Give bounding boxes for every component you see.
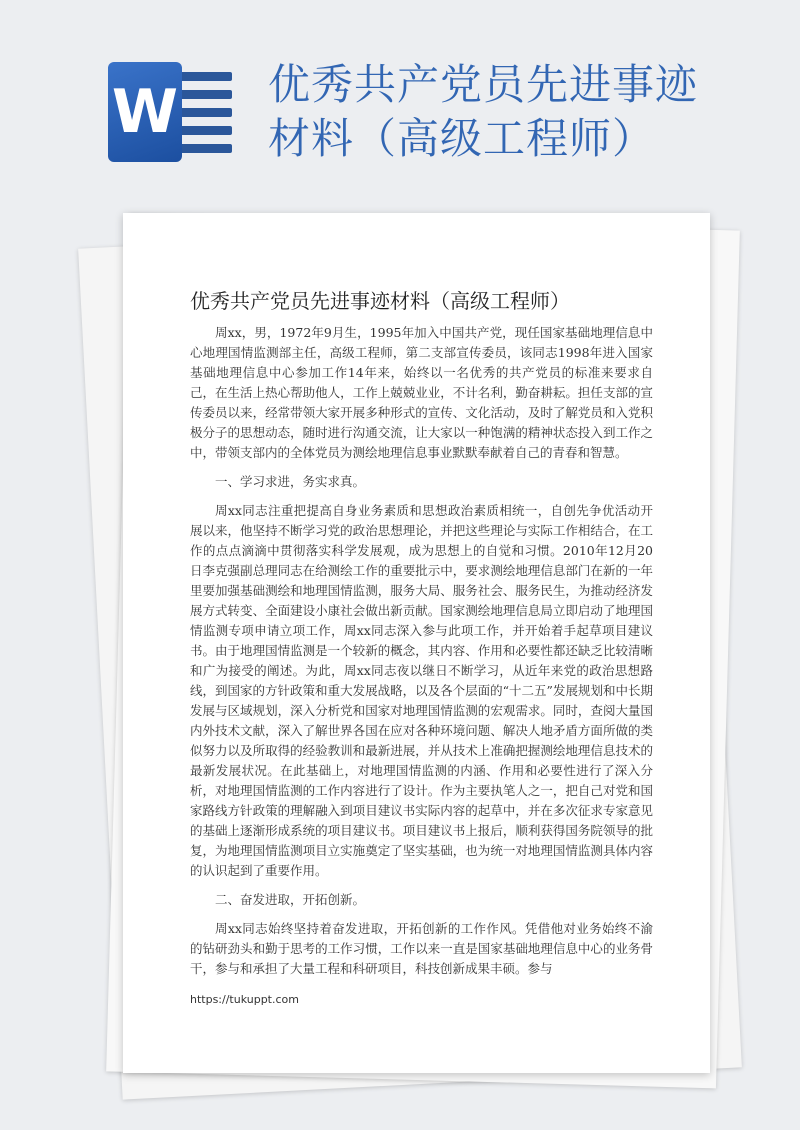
paragraph-section-1: 周xx同志注重把提高自身业务素质和思想政治素质相统一，自创先争优活动开展以来，他坚持不断学习党的政治思想理论，并把这些理论与实际工作相结合，在工作的点点滴滴中贯彻落实科学发展观，成为思想上的自觉和习惯。2010年12月20日李克强副总理同志在给测绘工作的重要批示中，要求测绘地理信息部门在新的一年里要加强基础测绘和地理国情监测，服务大局、服务社会、服务民生，为推动经济发展方式转变、全面建设小康社会做出新贡献。国家测绘地理信息局立即启动了地理国情监测专项申请立项工作，周xx同志深入参与此项工作，并开始着手起草项目建议书。由于地理国情监测是一个较新的概念，其内容、作用和必要性都还缺乏比较清晰和广为接受的阐述。为此，周xx同志夜以继日不断学习，从近年来党的政治思想路线，到国家的方针政策和重大发展战略，以及各个层面的“十二五”发展规划和中长期发展与区域规划，深入分析党和国家对地理国情监测的宏观需求。同时，查阅大量国内外技术文献，深入了解世界各国在应对各种环境问题、解决人地矛盾方面所做的类似努力以及所取得的经验教训和最新进展，并从技术上准确把握测绘地理信息技术的最新发展状况。在此基础上，对地理国情监测的内涵、作用和必要性进行了深入分析，对地理国情监测的工作内容进行了设计。作为主要执笔人之一，把自己对党和国家路线方针政策的理解融入到项目建议书实际内容的起草中，并在多次征求专家意见的基础上逐渐形成系统的项目建议书。项目建议书上报后，顺利获得国务院领导的批复，为地理国情监测项目立实施奠定了坚实基础，也为统一对地理国情监测具体内容的认识起到了重要作用。 (190, 503, 653, 878)
page-title-line-1: 优秀共产党员先进事迹 (268, 60, 699, 109)
footer-url: https://tukuppt.com (190, 993, 299, 1006)
paragraph-section-2: 周xx同志始终坚持着奋发进取，开拓创新的工作作风。凭借他对业务始终不渝的钻研劲头和勤于思考的工作习惯，工作以来一直是国家基础地理信息中心的业务骨干，参与和承担了大量工程和科研项目，科技创新成果丰硕。参与 (190, 921, 653, 976)
page-title (268, 58, 768, 166)
paragraph-intro: 周xx，男，1972年9月生，1995年加入中国共产党，现任国家基础地理信息中心地理国情监测部主任，高级工程师，第二支部宣传委员，该同志1998年进入国家基础地理信息中心参加工作14年来，始终以一名优秀的共产党员的标准来要求自己，在生活上热心帮助他人，工作上兢兢业业，不计名利，勤奋耕耘。担任支部的宣传委员以来，经常带领大家开展多种形式的宣传、文化活动，及时了解党员和入党积极分子的思想动态，随时进行沟通交流，让大家以一种饱满的精神状态投入到工作之中，带领支部内的全体党员为测绘地理信息事业默默奉献着自己的青春和智慧。 (190, 325, 653, 460)
page-title-line-2: 材料（高级工程师） (268, 114, 656, 163)
document-title: 优秀共产党员先进事迹材料（高级工程师） (190, 289, 570, 313)
document-page (123, 213, 710, 1073)
word-icon-letter: W (108, 62, 182, 162)
word-document-icon (108, 62, 238, 162)
section-heading-2: 二、奋发进取，开拓创新。 (215, 892, 366, 907)
section-heading-1: 一、学习求进，务实求真。 (215, 474, 366, 489)
document-body (190, 323, 653, 988)
